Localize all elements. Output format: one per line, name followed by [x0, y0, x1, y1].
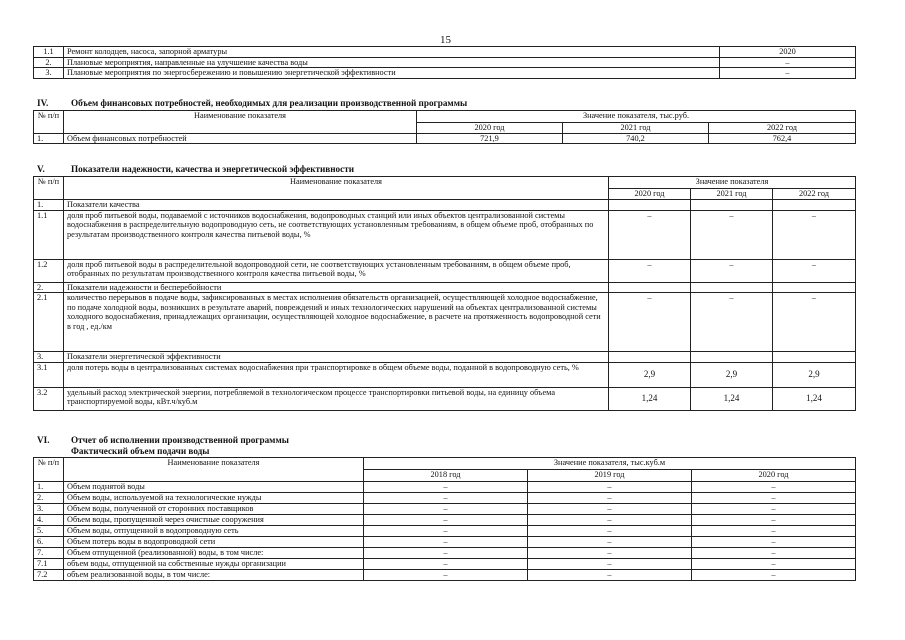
- row-number: 1.: [34, 200, 64, 211]
- row-value: –: [609, 293, 691, 352]
- row-number: 1.1: [34, 210, 64, 259]
- section-4-title: [37, 98, 467, 108]
- table-row: [34, 559, 856, 570]
- table-row: [34, 68, 856, 79]
- top-table: [33, 46, 856, 79]
- table-header-row: [34, 111, 856, 123]
- row-name: доля потерь воды в централизованных системах водоснабжения при транспортировке в общем объеме воды, поданной в водопроводную сеть, %: [64, 362, 609, 387]
- table-row: [34, 515, 856, 526]
- row-number: 3.: [34, 68, 64, 79]
- row-value: –: [364, 570, 528, 581]
- row-number: 3.2: [34, 387, 64, 410]
- col-value-header: Значение показателя, тыс.руб.: [417, 111, 856, 123]
- row-value: –: [692, 559, 856, 570]
- row-number: 7.1: [34, 559, 64, 570]
- row-name: Показатели энергетической эффективности: [64, 352, 609, 363]
- row-name: Ремонт колодцев, насоса, запорной арматуры: [64, 47, 720, 58]
- row-name: Объем финансовых потребностей: [64, 133, 417, 144]
- row-number: 6.: [34, 537, 64, 548]
- row-value: –: [692, 570, 856, 581]
- row-value: –: [692, 537, 856, 548]
- year-header: 2021 год: [691, 189, 773, 200]
- col-name-header: Наименование показателя: [64, 111, 417, 134]
- section-5-title: [37, 164, 354, 174]
- year-header: 2020 год: [609, 189, 691, 200]
- table-row: [34, 362, 856, 387]
- row-name: удельный расход электрической энергии, потребляемой в технологическом процессе транспортировки питьевой воды, на единицу объема транспортируемой воды, кВт.ч/куб.м: [64, 387, 609, 410]
- row-value: 2,9: [609, 362, 691, 387]
- section-title: Объем финансовых потребностей, необходимых для реализации производственной программы: [71, 98, 468, 108]
- section-title: Отчет об исполнении производственной программы: [71, 435, 289, 445]
- year-header: 2020 год: [692, 470, 856, 482]
- row-name: Объем воды, отпущенной в водопроводную сеть: [64, 526, 364, 537]
- row-name: Показатели надежности и бесперебойности: [64, 282, 609, 293]
- year-header: 2022 год: [709, 123, 856, 134]
- row-name: объем реализованной воды, в том числе:: [64, 570, 364, 581]
- row-number: 2.1: [34, 293, 64, 352]
- row-value: –: [528, 482, 692, 493]
- col-value-header: Значение показателя: [609, 177, 856, 189]
- row-value: –: [692, 482, 856, 493]
- year-header: 2019 год: [528, 470, 692, 482]
- table-row: [34, 352, 856, 363]
- table-row: [34, 259, 856, 282]
- row-value: –: [609, 259, 691, 282]
- table-row: [34, 493, 856, 504]
- year-header: 2022 год: [773, 189, 856, 200]
- section-number: VI.: [37, 435, 50, 445]
- row-value: –: [364, 482, 528, 493]
- row-value: –: [609, 210, 691, 259]
- row-name: Плановые мероприятия по энергосбережению и повышению энергетической эффективности: [64, 68, 720, 79]
- table-header-row: [34, 177, 856, 189]
- row-name: количество перерывов в подаче воды, зафиксированных в местах исполнения обязательств организацией, осуществляющей холодное водоснабжение, по подаче холодной воды, возникших в результате аварий, повреждений и иных технологических нарушений на объектах централизованной системы холодного водоснабжения, принадлежащих организации, осуществляющей холодное водоснабжение, в расчете на протяженность водопроводной сети в год , ед./км: [64, 293, 609, 352]
- row-value: –: [691, 293, 773, 352]
- row-name: Показатели качества: [64, 200, 609, 211]
- row-name: Объем отпущенной (реализованной) воды, в том числе:: [64, 548, 364, 559]
- row-value: –: [773, 293, 856, 352]
- row-value: –: [692, 515, 856, 526]
- row-number: 1.: [34, 482, 64, 493]
- table-row: [34, 200, 856, 211]
- col-value-header: Значение показателя, тыс.куб.м: [364, 458, 856, 470]
- row-number: 4.: [34, 515, 64, 526]
- row-value: –: [364, 526, 528, 537]
- row-value: –: [528, 515, 692, 526]
- col-num-header: № п/п: [34, 458, 64, 482]
- row-number: 2.: [34, 493, 64, 504]
- year-header: 2018 год: [364, 470, 528, 482]
- row-value: [691, 352, 773, 363]
- year-header: 2021 год: [563, 123, 709, 134]
- row-value: –: [691, 259, 773, 282]
- row-name: доля проб питьевой воды в распределительной водопроводной сети, не соответствующих установленным требованиям, в общем объеме проб, отобранных по результатам производственного контроля качества питьевой воды, %: [64, 259, 609, 282]
- table-row: [34, 57, 856, 68]
- row-name: доля проб питьевой воды, подаваемой с источников водоснабжения, водопроводных станций или иных объектов централизованной системы водоснабжения в распределительную водопроводную сеть, не соответствующих установленным требованиям, в общем объеме проб, отобранных по результатам производственного контроля качества питьевой воды, %: [64, 210, 609, 259]
- row-number: 7.: [34, 548, 64, 559]
- row-name: Объем потерь воды в водопроводной сети: [64, 537, 364, 548]
- row-name: Объем воды, используемой на технологические нужды: [64, 493, 364, 504]
- row-value: [773, 200, 856, 211]
- row-value: –: [364, 537, 528, 548]
- row-value: 2,9: [773, 362, 856, 387]
- row-value: 1,24: [691, 387, 773, 410]
- row-value: [691, 282, 773, 293]
- row-value: –: [528, 526, 692, 537]
- table-header-row: [34, 458, 856, 470]
- row-value: –: [773, 259, 856, 282]
- row-value: –: [528, 504, 692, 515]
- row-number: 7.2: [34, 570, 64, 581]
- year-header: 2020 год: [417, 123, 563, 134]
- section-6-title: [37, 435, 289, 445]
- row-value: 762,4: [709, 133, 856, 144]
- section-number: V.: [37, 164, 45, 174]
- row-value: [691, 200, 773, 211]
- row-name: Объем воды, полученной от сторонних поставщиков: [64, 504, 364, 515]
- row-value: –: [720, 68, 856, 79]
- row-value: –: [692, 548, 856, 559]
- row-number: 5.: [34, 526, 64, 537]
- row-value: –: [528, 493, 692, 504]
- row-number: 3.: [34, 504, 64, 515]
- row-value: [609, 282, 691, 293]
- section-number: IV.: [37, 98, 49, 108]
- row-value: –: [364, 504, 528, 515]
- row-value: –: [364, 493, 528, 504]
- row-value: 1,24: [609, 387, 691, 410]
- table-row: [34, 387, 856, 410]
- row-value: –: [528, 548, 692, 559]
- row-value: –: [692, 493, 856, 504]
- row-value: 721,9: [417, 133, 563, 144]
- row-number: 1.1: [34, 47, 64, 58]
- row-value: [609, 200, 691, 211]
- col-num-header: № п/п: [34, 111, 64, 134]
- col-name-header: Наименование показателя: [64, 458, 364, 482]
- col-name-header: Наименование показателя: [64, 177, 609, 200]
- table-row: [34, 210, 856, 259]
- reliability-table: [33, 176, 856, 411]
- row-value: –: [364, 559, 528, 570]
- table-row: [34, 548, 856, 559]
- table-row: [34, 133, 856, 144]
- table-row: [34, 537, 856, 548]
- table-row: [34, 293, 856, 352]
- row-value: [773, 282, 856, 293]
- row-number: 1.: [34, 133, 64, 144]
- row-value: –: [692, 526, 856, 537]
- row-value: –: [528, 570, 692, 581]
- row-value: 1,24: [773, 387, 856, 410]
- water-supply-table: [33, 457, 856, 581]
- row-value: –: [720, 57, 856, 68]
- table-row: [34, 504, 856, 515]
- page-number: 15: [440, 34, 451, 46]
- section-6-subtitle: Фактический объем подачи воды: [71, 446, 210, 456]
- row-number: 3.1: [34, 362, 64, 387]
- row-value: 740,2: [563, 133, 709, 144]
- row-number: 3.: [34, 352, 64, 363]
- row-value: –: [528, 559, 692, 570]
- row-name: Плановые мероприятия, направленные на улучшение качества воды: [64, 57, 720, 68]
- row-value: [609, 352, 691, 363]
- table-row: [34, 282, 856, 293]
- row-name: Объем воды, пропущенной через очистные сооружения: [64, 515, 364, 526]
- row-value: –: [364, 515, 528, 526]
- row-value: –: [692, 504, 856, 515]
- col-num-header: № п/п: [34, 177, 64, 200]
- row-number: 2.: [34, 282, 64, 293]
- row-name: объем воды, отпущенной на собственные нужды организации: [64, 559, 364, 570]
- table-row: [34, 526, 856, 537]
- row-value: –: [773, 210, 856, 259]
- row-name: Объем поднятой воды: [64, 482, 364, 493]
- row-value: 2,9: [691, 362, 773, 387]
- row-value: 2020: [720, 47, 856, 58]
- table-row: [34, 482, 856, 493]
- row-value: –: [528, 537, 692, 548]
- section-title: Показатели надежности, качества и энергетической эффективности: [71, 164, 355, 174]
- table-row: [34, 570, 856, 581]
- financial-needs-table: [33, 110, 856, 144]
- row-number: 2.: [34, 57, 64, 68]
- row-number: 1.2: [34, 259, 64, 282]
- table-row: [34, 47, 856, 58]
- row-value: –: [364, 548, 528, 559]
- row-value: –: [691, 210, 773, 259]
- row-value: [773, 352, 856, 363]
